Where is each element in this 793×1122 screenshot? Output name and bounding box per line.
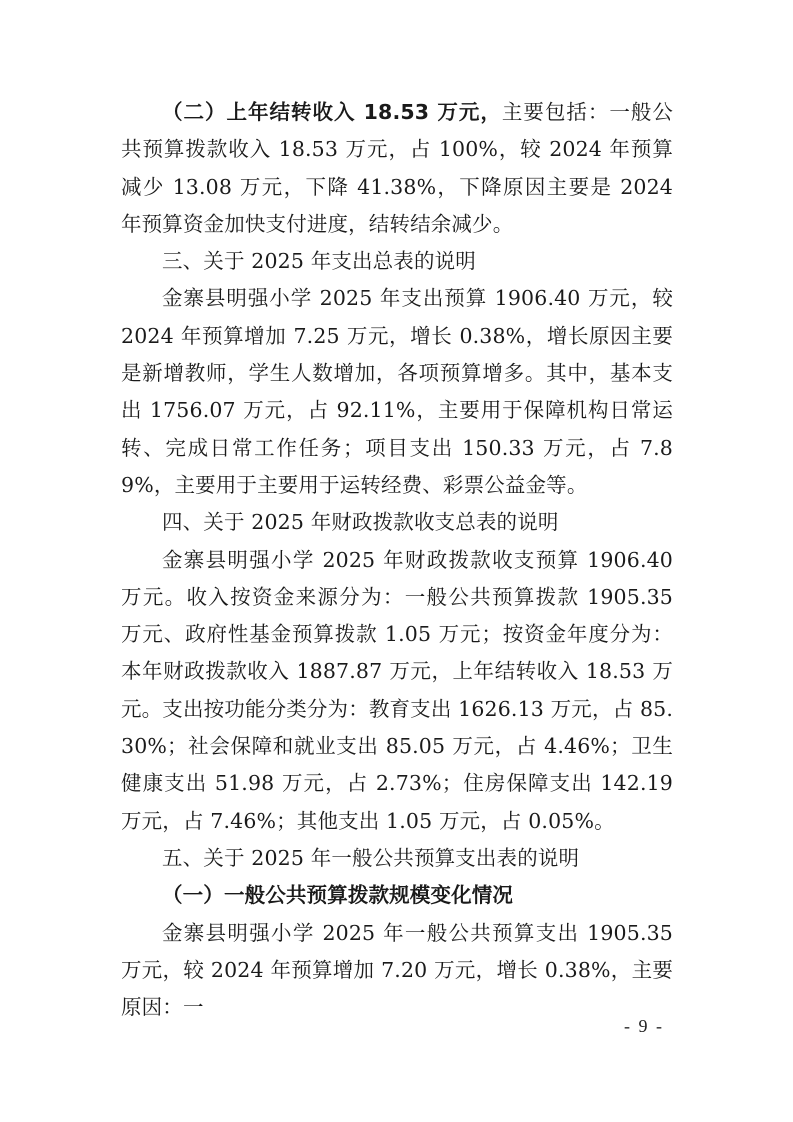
document-body (121, 94, 673, 1026)
carryover-income-text: 主要包括：一般公共预算拨款收入 18.53 万元，占 100%，较 2024 年预算减少 13.08 万元，下降 41.38%，下降原因主要是 2024 年预算资金加快支付进度，结转结余减少。 (121, 100, 674, 236)
section-heading-general-budget: 五、关于 2025 年一般公共预算支出表的说明 (162, 845, 580, 870)
paragraph-carryover-income (121, 94, 673, 243)
subheading-budget-scale-change: （一）一般公共预算拨款规模变化情况 (162, 883, 514, 908)
paragraph-expenditure-summary: 金寨县明强小学 2025 年支出预算 1906.40 万元，较 2024 年预算增加 7.25 万元，增长 0.38%，增长原因主要是新增教师，学生人数增加，各项预算增多。其中，基本支出 1756.07 万元，占 92.11%，主要用于保障机构日常运转、完成日常工作任务；项目支出 150.33 万元，占 7.89%，主要用于主要用于运转经费、彩票公益金等。 (121, 286, 673, 497)
paragraph-general-budget: 金寨县明强小学 2025 年一般公共预算支出 1905.35 万元，较 2024 年预算增加 7.20 万元，增长 0.38%，主要原因：一 (121, 920, 673, 1020)
page-number: - 9 - (624, 1016, 664, 1036)
paragraph-fiscal-appropriation: 金寨县明强小学 2025 年财政拨款收支预算 1906.40 万元。收入按资金来源分为：一般公共预算拨款 1905.35 万元、政府性基金预算拨款 1.05 万元；按资金年度分为：本年财政拨款收入 1887.87 万元，上年结转收入 18.53 万元。支出按功能分类分为：教育支出 1626.13 万元，占 85.30%；社会保障和就业支出 85.05 万元，占 4.46%；卫生健康支出 51.98 万元，占 2.73%；住房保障支出 142.19 万元，占 7.46%；其他支出 1.05 万元，占 0.05%。 (121, 547, 673, 833)
section-heading-fiscal-appropriation: 四、关于 2025 年财政拨款收支总表的说明 (162, 510, 559, 535)
section-heading-expenditure-summary: 三、关于 2025 年支出总表的说明 (162, 249, 476, 274)
carryover-income-heading: （二）上年结转收入 18.53 万元， (162, 100, 502, 124)
